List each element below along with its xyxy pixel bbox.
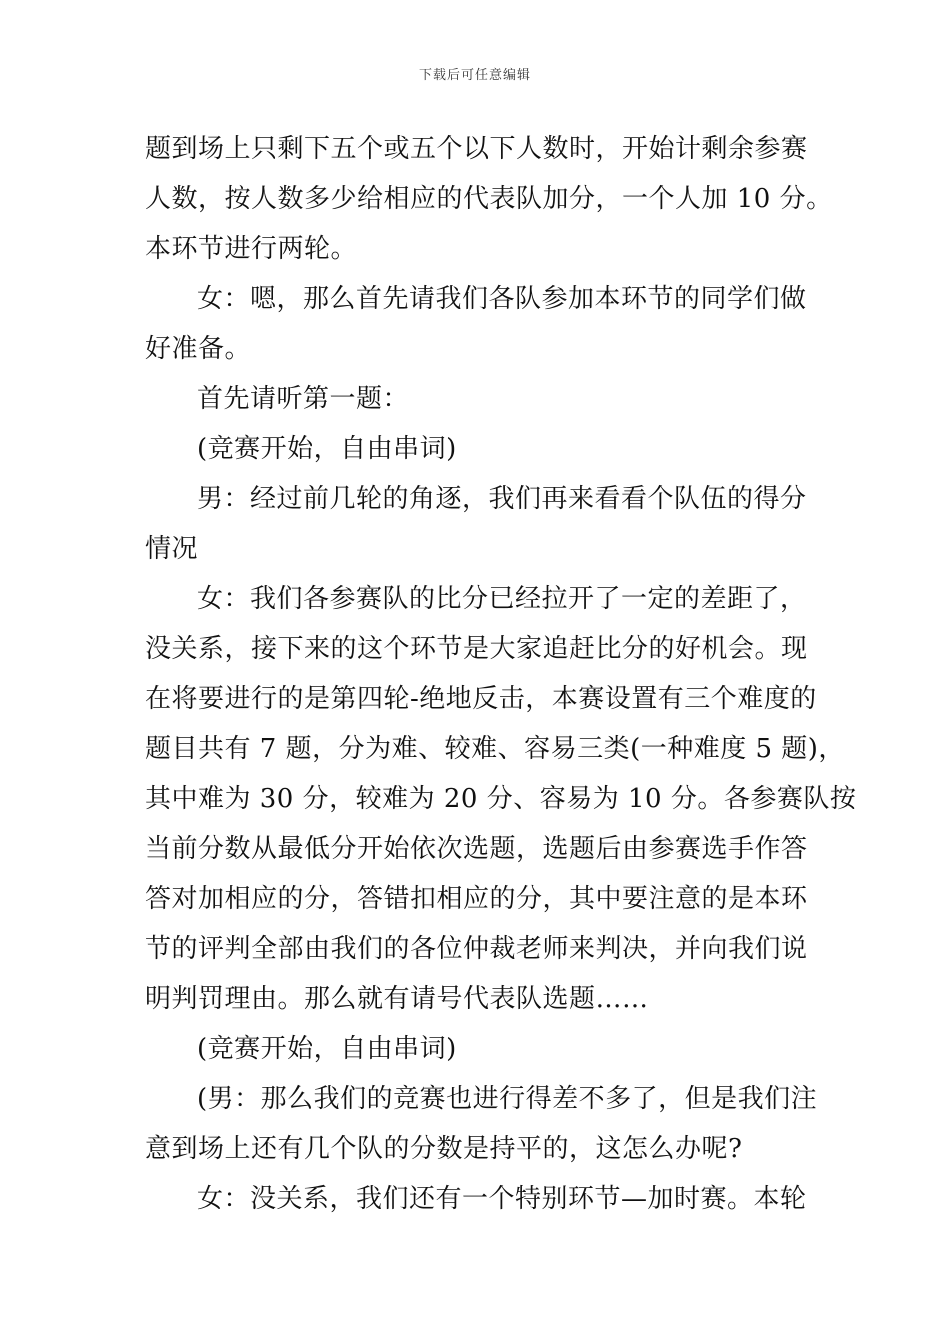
text-line: (竞赛开始，自由串词) — [197, 434, 457, 464]
text-line: 女：嗯，那么首先请我们各队参加本环节的同学们做 — [197, 284, 807, 314]
text-line: 意到场上还有几个队的分数是持平的，这怎么办呢? — [145, 1134, 743, 1164]
text-line: (男：那么我们的竞赛也进行得差不多了，但是我们注 — [197, 1084, 818, 1114]
text-line: 好准备。 — [145, 334, 252, 364]
text-line: 明判罚理由。那么就有请号代表队选题…… — [145, 984, 649, 1014]
paragraph — [145, 574, 857, 1024]
text-line: 其中难为 30 分，较难为 20 分、容易为 10 分。各参赛队按 — [145, 784, 857, 814]
paragraph — [145, 124, 833, 274]
text-line: 节的评判全部由我们的各位仲裁老师来判决，并向我们说 — [145, 934, 808, 964]
text-line: 当前分数从最低分开始依次选题，选题后由参赛选手作答 — [145, 834, 808, 864]
paragraph — [145, 474, 809, 574]
text-line: 本环节进行两轮。 — [145, 234, 358, 264]
paragraph — [145, 1074, 818, 1174]
text-line: 女：没关系，我们还有一个特别环节—加时赛。本轮 — [197, 1184, 807, 1214]
page-header: 下载后可任意编辑 — [418, 68, 531, 83]
paragraph — [145, 1024, 809, 1074]
text-line: (竞赛开始，自由串词) — [197, 1034, 457, 1064]
text-line: 男：经过前几轮的角逐，我们再来看看个队伍的得分 — [197, 484, 807, 514]
text-line: 在将要进行的是第四轮-绝地反击，本赛设置有三个难度的 — [145, 684, 817, 714]
text-line: 没关系，接下来的这个环节是大家追赶比分的好机会。现 — [145, 634, 808, 664]
paragraph — [145, 274, 809, 374]
text-line: 题目共有 7 题，分为难、较难、容易三类(一种难度 5 题)， — [145, 734, 845, 764]
paragraph — [145, 374, 809, 424]
text-line: 情况 — [145, 534, 199, 564]
text-line: 题到场上只剩下五个或五个以下人数时，开始计剩余参赛 — [145, 134, 808, 164]
text-line: 首先请听第一题： — [197, 384, 410, 414]
paragraph — [145, 424, 809, 474]
text-line: 人数，按人数多少给相应的代表队加分，一个人加 10 分。 — [145, 184, 833, 214]
document-body — [145, 124, 857, 1224]
paragraph — [145, 1174, 809, 1224]
text-line: 女：我们各参赛队的比分已经拉开了一定的差距了， — [197, 584, 807, 614]
text-line: 答对加相应的分，答错扣相应的分，其中要注意的是本环 — [145, 884, 808, 914]
